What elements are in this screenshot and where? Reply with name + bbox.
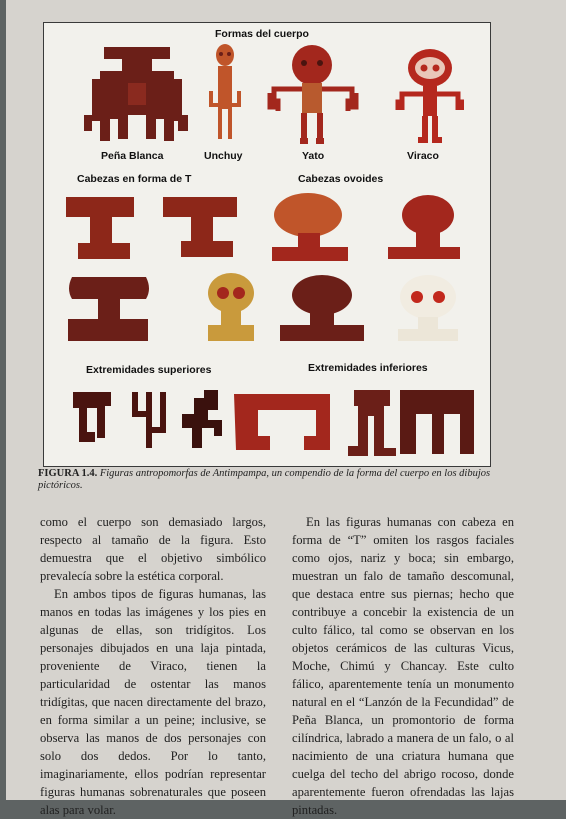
lower-limb-figure-2 <box>344 386 400 458</box>
book-page <box>6 0 566 817</box>
unchuy-figure <box>205 43 245 143</box>
label-viraco: Viraco <box>407 150 439 162</box>
section-title-t-heads: Cabezas en forma de T <box>77 173 192 185</box>
viraco-figure <box>394 48 464 148</box>
section-title-lower-limbs: Extremidades inferiores <box>308 362 428 374</box>
upper-limb-figure-3 <box>174 388 228 452</box>
t-head-figure-1 <box>64 193 136 263</box>
paragraph: En ambos tipos de figuras humanas, las manos en todas las imágenes y los pies en algunas de ellas, son tridígitos. Los personajes dibujados en una laja pintada, proveniente de Viraco, tienen la particularidad de ostentar las manos tridígitas, que nacen directamente del brazo, en forma similar a un peine; inclusive, se observa las manos de dos personajes con solo dos dedos. Por lo tanto, imaginariamente, ellos podrían representar figuras humanas sobrenaturales que poseen alas para volar. <box>40 587 266 817</box>
upper-limb-figure-2 <box>129 390 171 452</box>
text-column-left <box>40 513 266 819</box>
section-title-body-forms: Formas del cuerpo <box>215 28 309 40</box>
section-title-ovoid-heads: Cabezas ovoides <box>298 173 384 185</box>
section-title-upper-limbs: Extremidades superiores <box>86 364 212 376</box>
upper-limb-figure-1 <box>69 388 115 448</box>
ovoid-head-figure-2 <box>384 193 464 263</box>
caption-label: FIGURA 1.4. <box>38 468 98 479</box>
pena-blanca-figure <box>82 45 192 145</box>
figure-caption <box>38 468 498 492</box>
ovoid-head-figure-3 <box>204 271 258 345</box>
paragraph: como el cuerpo son demasiado largos, respecto al tamaño de la figura. Esto demuestra que el objetivo simbólico prevalecía sobre la estética corporal. <box>40 515 266 583</box>
label-yato: Yato <box>302 150 325 162</box>
label-pena-blanca: Peña Blanca <box>101 150 164 162</box>
text-column-right <box>292 513 514 819</box>
ovoid-head-figure-4 <box>272 273 368 345</box>
paragraph: En las figuras humanas con cabeza en forma de “T” omiten los rasgos faciales como ojos, nariz y boca; sin embargo, muestran un falo de tamaño descomunal, que destaca entre sus piernas; hecho que contribuye a concebir la existencia de un culto fálico, tal como se observan en los objetos cerámicos de las culturas Vicus, Moche, Chimú y Chancay. Este culto fálico, aparentemente tenía un monumento natural en el “Lanzón de la Fecundidad” de Peña Blanca, un promontorio de forma cilíndrica, labrado a manera de un falo, o al nacimiento de una criatura humana que cuelga del techo del abrigo rocoso, donde aparentemente fueron ofrendadas las lajas pintadas. <box>292 515 514 817</box>
lower-limb-figure-1 <box>232 390 334 456</box>
figure-panel <box>43 22 491 467</box>
lower-limb-figure-3 <box>398 388 476 458</box>
ovoid-head-figure-5 <box>392 273 462 345</box>
t-head-figure-2 <box>161 193 241 263</box>
ovoid-head-figure-1 <box>262 191 352 263</box>
caption-text: Figuras antropomorfas de Antimpampa, un compendio de la forma del cuerpo en los dibujos pictóricos. <box>38 468 491 491</box>
yato-figure <box>264 45 364 145</box>
label-unchuy: Unchuy <box>204 150 243 162</box>
t-head-figure-3 <box>64 273 154 345</box>
